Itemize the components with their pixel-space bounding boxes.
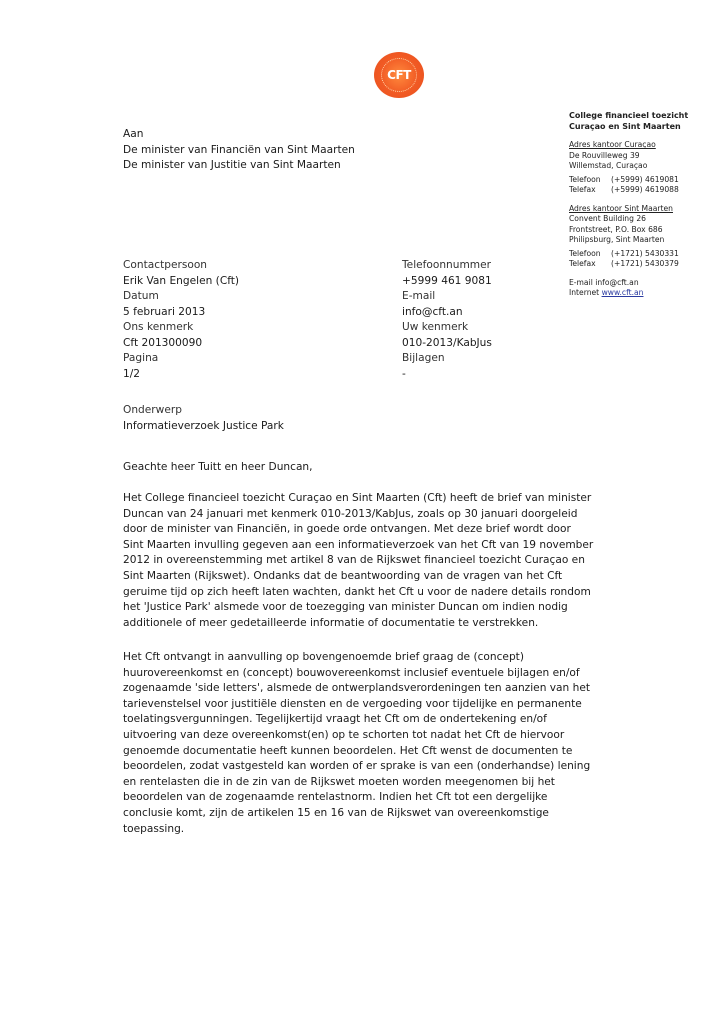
your-reference-value: 010-2013/KabJus [402, 336, 492, 349]
our-reference-label: Ons kenmerk [123, 321, 194, 333]
subject-block [123, 403, 284, 434]
sintmaarten-address-line2: Frontstreet, P.O. Box 686 [569, 224, 663, 234]
cft-logo-text: CFT [381, 58, 417, 92]
meta-left-column [123, 258, 239, 382]
addressee-line: De minister van Financiën van Sint Maarten [123, 143, 355, 156]
salutation: Geachte heer Tuitt en heer Duncan, [123, 461, 313, 473]
date-label: Datum [123, 290, 159, 302]
subject-label: Onderwerp [123, 404, 182, 416]
org-name-line2: Curaçao en Sint Maarten [569, 122, 681, 131]
phone-value: +5999 461 9081 [402, 274, 492, 287]
body-paragraph-2: Het Cft ontvangt in aanvulling op bovengenoemde brief graag de (concept) huurovereenkomst en (concept) bouwovereenkomst inclusief eventuele bijlagen en/of zogenaamde 'side letters', alsmede de ontwerplandsverordeningen ten aanzien van het tarievenstelsel voor justitiële diensten en de vergoeding voor tijdelijke en permanente toelatingsvergunningen. Tegelijkertijd vraagt het Cft om de ondertekening en/of uitvoering van deze overeenkomst(en) op te schorten tot nadat het Cft de hiervoor genoemde documentatie heeft kunnen beoordelen. Het Cft wenst de documenten te beoordelen, zodat vastgesteld kan worden of er sprake is van een (onderhandse) lening en rentelasten die in de zin van de Rijkswet moeten worden meegenomen bij het beoordelen van de zogenaamde rentelastnorm. Indien het Cft tot een dergelijke conclusie komt, zijn de artikelen 15 en 16 van de Rijkswet van overeenkomstige toepassing. [123, 651, 591, 835]
attachments-value: - [402, 367, 406, 380]
addressee-line: Aan [123, 128, 144, 140]
sidebar-internet: Internet www.cft.an [569, 288, 644, 297]
subject-value: Informatieverzoek Justice Park [123, 419, 284, 432]
our-reference-value: Cft 201300090 [123, 336, 203, 349]
page-value: 1/2 [123, 367, 141, 380]
sintmaarten-phone: Telefoon (+1721) 5430331 [569, 248, 679, 258]
sintmaarten-fax: Telefax (+1721) 5430379 [569, 259, 679, 268]
body-paragraph-1: Het College financieel toezicht Curaçao en Sint Maarten (Cft) heeft de brief van minister Duncan van 24 januari met kenmerk 010-2013/KabJus, zoals op 30 januari doorgeleid door de minister van Financiën, in goede orde ontvangen. Met deze brief wordt door Sint Maarten invulling gegeven aan een informatieverzoek van het Cft van 19 november 2012 in overeenstemming met artikel 8 van de Rijkswet financieel toezicht Curaçao en Sint Maarten (Rijkswet). Ondanks dat de beantwoording van de vragen van het Cft geruime tijd op zich heeft laten wachten, dankt het Cft u voor de nadere details rondom het 'Justice Park' alsmede voor de toezegging van minister Duncan om indien nodig additionele of meer gedetailleerde informatie of documentatie te verstrekken. [123, 492, 594, 629]
curacao-address-line1: De Rouvilleweg 39 [569, 150, 640, 160]
email-value: info@cft.an [402, 305, 463, 318]
sidebar-email: E-mail info@cft.an [569, 277, 639, 287]
your-reference-label: Uw kenmerk [402, 321, 469, 333]
attachments-label: Bijlagen [402, 352, 445, 364]
date-value: 5 februari 2013 [123, 305, 206, 318]
phone-label: Telefoonnummer [402, 259, 491, 271]
sintmaarten-address-line1: Convent Building 26 [569, 214, 647, 223]
curacao-fax: Telefax (+5999) 4619088 [569, 185, 679, 194]
website-link[interactable]: www.cft.an [601, 288, 644, 297]
sintmaarten-address-line3: Philipsburg, Sint Maarten [569, 235, 665, 244]
sintmaarten-address-heading: Adres kantoor Sint Maarten [569, 203, 673, 213]
curacao-phone: Telefoon (+5999) 4619081 [569, 174, 679, 184]
cft-logo [374, 52, 424, 98]
meta-right-column [402, 258, 492, 382]
curacao-address-line2: Willemstad, Curaçao [569, 161, 648, 170]
contact-value: Erik Van Engelen (Cft) [123, 274, 240, 287]
curacao-address-heading: Adres kantoor Curaçao [569, 140, 656, 149]
letterhead-sidebar [569, 110, 719, 299]
addressee-line: De minister van Justitie van Sint Maarten [123, 159, 341, 171]
addressee-block [123, 127, 355, 174]
page-label: Pagina [123, 352, 159, 364]
email-label: E-mail [402, 290, 436, 302]
org-name-line1: College financieel toezicht [569, 111, 689, 120]
contact-label: Contactpersoon [123, 259, 208, 271]
